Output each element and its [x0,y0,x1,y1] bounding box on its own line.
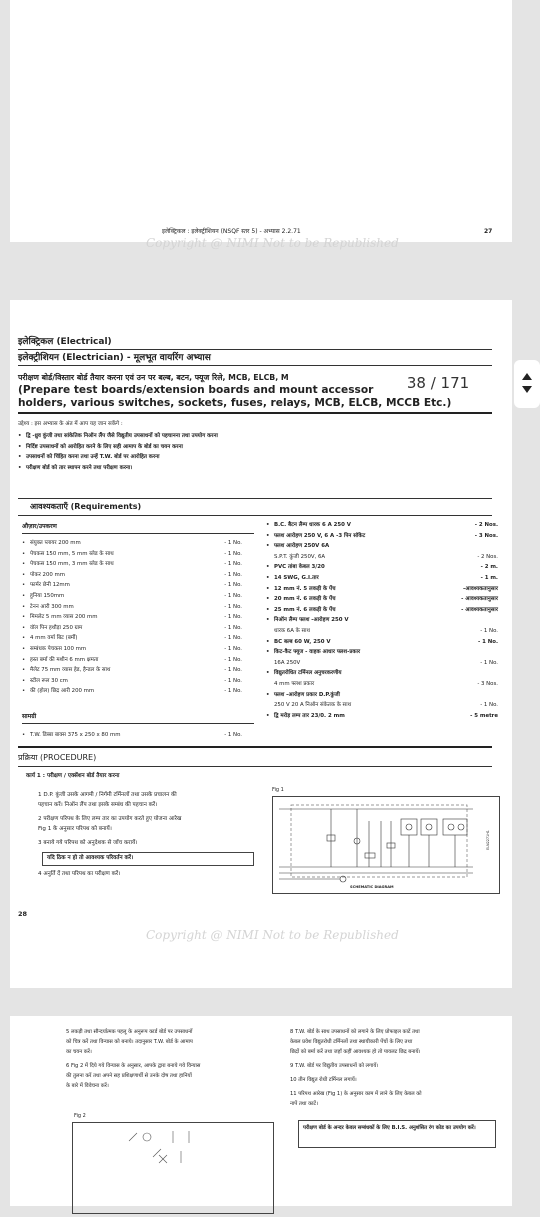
note-box [42,852,254,866]
step-line: 3 बनाये गये परिपथ को अनुदेशक से जाँच करायें। [38,840,138,846]
pdf-page-next [10,1016,512,1206]
material-item: • B.C. बैटन लैम्प धारक 6 A 250 V - 2 Nos. [266,522,498,528]
note-text: परीक्षण बोर्ड के अन्दर केवल सम्बंधकों के लिए B.I.S. अनुशंसित रंग कोड का उपयोग करें। [303,1125,476,1131]
material-item: • किट-कैट फ्यूज - वाहक आधार फ्लश-प्रकार [266,649,361,656]
tools-rule [22,533,254,534]
scroll-up-icon[interactable] [522,373,532,380]
step-line: केबल प्रवेश विद्युतरोधी टर्मिनलों तथा स्थायीकारी पेंचों के लिए तथा [290,1039,413,1045]
exercise-title-english-2: holders, various switches, sockets, fuses, relays, MCB, ELCB, MCCB Etc.) [18,397,452,409]
tool-item: • की (होल) छिद्र आरी 200 mm - 1 No. [22,688,242,695]
step-line: के बारे में विवेचना करें। [66,1083,109,1089]
subsection-title: इलेक्ट्रीशियन (Electrician) - मूलभूत वायरिंग अभ्यास [18,353,211,363]
material-item: S.P.T. कुंजी 250V, 6A - 2 Nos. [274,553,498,560]
step-line: को चित्र करें तथा विन्यास को बनाये। तदानुसार T.W. बोर्ड के आमाप [66,1039,193,1045]
step-line: पहचान करें। निऑन लैंप तथा इसके सम्बंध की पहचान करें। [38,802,158,808]
tools-list [22,538,242,697]
tool-item: • संयुक्त प्लायर 200 mm - 1 No. [22,540,242,546]
tool-item: • पेचकस 150 mm, 3 mm ब्लेड के साथ - 1 No. [22,561,242,568]
objectives-intro: उद्देश्य : इस अभ्यास के अंत में आप यह जान सकेंगे : [18,421,123,427]
step-line: 4 अनुर्ति दें तथा परिपथ का परीक्षण करें। [38,871,121,877]
tool-item: • पेचकस 150 mm, 5 mm ब्लेड के साथ - 1 No. [22,550,242,557]
schematic-diagram [272,796,500,894]
material-item: • फ्लश -आरोहण प्रकार D.P.कुंजी [266,691,340,698]
material-item: 4 mm फ्लश प्रकार - 3 Nos. [274,680,498,687]
material-item: • 12 mm नं. 5 लकड़ी के पेंच -आवश्यकतानुसार [266,585,498,592]
procedure-heading: प्रक्रिया (PROCEDURE) [18,753,97,762]
tool-item: • टेनन आरी 300 mm - 1 No. [22,603,242,610]
material-item: धारक 6A के साथ - 1 No. [274,627,498,634]
step-line: 8 T.W. बोर्ड के साथ उपसाधनों को लगाने के लिए प्रोफाइल काटें तथा [290,1029,420,1035]
note-text: यदि ठिक न हो तो आवश्यक परिवर्तन करें। [47,855,134,861]
title-bottom-rule [18,412,492,414]
material-item: • फ्लश आरोहण 250 V, 6 A -3 पिन सॉकेट - 3 Nos. [266,532,498,539]
step-line: का चयन करें। [66,1049,92,1055]
step-line: 9 T.W. बोर्ड पर विद्युतीय उपसाधनों को लगायें। [290,1063,379,1069]
materials-heading: सामग्री [22,713,37,720]
step-line: 1 D.P. कुंजी उसके आगमी / निर्गमी टर्मिनलों तथा उसके प्रचालन की [38,792,177,798]
materials-rule [22,723,254,724]
materials-list-right [266,520,498,721]
page-indicator: 38 / 171 [400,370,476,396]
exercise-title-hindi: परीक्षण बोर्ड/विस्तार बोर्ड तैयार करना एवं उन पर बल्ब, बटन, फ्यूज रिले, MCB, ELCB, M [18,373,289,382]
figure-label: Fig 2 [74,1113,86,1119]
objective-item: • उपसाधनों को चिंहित करना तथा उन्हें T.W. बोर्ड पर आरोहित करना [18,454,160,461]
step-line: Fig 1 के अनुसार परिपथ को बनायें। [38,826,112,832]
objective-item: • द्वि -ध्रुव कुंजी तथा सांकेतिक निऑन लैंप जैसे विद्युतीय उपसाधनों को पहचानना तथा उपयोग करना [18,433,218,439]
step-line: 10 तीन विद्युत रोधी टर्मिनल लगायें। [290,1077,357,1083]
tool-item: • मैलेट 75 mm व्यास हेड, हैन्डल के साथ - 1 No. [22,667,242,674]
schematic-drawing [273,797,499,893]
material-item: • 20 mm नं. 6 लकड़ी के पेंच - आवश्यकतानुसार [266,596,498,603]
figure-caption: SCHEMATIC DIAGRAM [350,885,394,889]
material-item: • निऑन लैम्प फ्लश -आरोहण 250 V [266,617,349,624]
page-scroll-control[interactable] [514,360,540,408]
figure-code: ELN2271H1 [486,830,490,850]
material-item: 250 V 20 A निऑन संकेतक के साथ - 1 No. [274,702,498,709]
pdf-page-current [10,300,512,988]
tool-item: • हस्त बर्मा की मशीन 6 mm क्षमता - 1 No. [22,656,242,663]
section-title: इलेक्ट्रिकल (Electrical) [18,337,112,347]
task-title: कार्य 1 : परीक्षण / एक्सेंशन बोर्ड तैयार करना [26,773,120,779]
tools-heading: औज़ार/उपकरण [22,523,57,530]
material-item: • फ्लश आरोहण 250V 6A [266,543,330,550]
material-item: • द्वि मरोड़ लम्प तार 23/0. 2 mm - 5 metre [266,712,498,719]
objectives-list [18,431,418,473]
title-rule [18,365,492,366]
material-item: • 14 SWG, G.I.तार - 1 m. [266,574,498,581]
material-item: • 25 mm नं. 6 लकड़ी के पेंच - आवश्यकतानुसार [266,606,498,613]
note-box [298,1120,496,1148]
step-line: 11 परिपथ आरेख (Fig 1) के अनुसार काम में लाने के लिए केबल को [290,1091,422,1097]
step-line: 5 लकड़ी तथा सौन्दर्यात्मक पहलू के अनुरूप कार्ड बोर्ड पर उपसाधनों [66,1029,193,1035]
step-line: की तुलना करें तथा अपने सह प्रशिक्षणार्थी से उनके दोष तथा हानियों [66,1073,192,1079]
material-item: • BC बल्ब 60 W, 250 V - 1 No. [266,638,498,645]
requirements-heading: आवश्यकताएँ (Requirements) [30,502,142,511]
tool-item: • स्टील रूल 30 cm - 1 No. [22,677,242,684]
page-number: 27 [484,228,493,235]
step-line: छिद्रों को बर्मा करें तथा जहाँ कहीं आवश्यक हो तो पायलट छिद्र बनायें। [290,1049,421,1055]
tool-item: • फार्मर छेनी 12mm - 1 No. [22,582,242,589]
objective-item: • परीक्षण बोर्ड को तार स्थापन करने तथा परीक्षण करना। [18,464,133,471]
material-item: • PVC तांबा केबल 3/20 - 2 m. [266,564,498,571]
objective-item: • निर्दिष्ट उपसाधनों को आरोहित करने के लिए सही आमाप के बोर्ड का चयन करना [18,443,183,450]
watermark: Copyright @ NIMI Not to be Republished [146,236,399,250]
tool-item: • हुनिया 150mm - 1 No. [22,592,242,599]
tool-item: • पोकर 200 mm - 1 No. [22,571,242,578]
step-line: 6 Fig 2 में दिये गये विन्यास के अनुसार, आपके द्वारा बनाये गये विन्यास [66,1063,201,1069]
materials-list-left [22,730,242,741]
pdf-page-previous [10,0,512,250]
tool-item: • 4 mm वर्मा बिट (बर्मी) - 1 No. [22,635,242,642]
requirements-bottom-rule [18,746,492,748]
step-line: 2 परीक्षण परिपथ के लिए लम्प तार का उपयोग करते हुए योजना आरेख [38,816,182,822]
procedure-rule [18,766,492,767]
tool-item: • वॉल पिन हथौड़ा 250 ग्राम - 1 No. [22,624,242,631]
figure-label: Fig 1 [272,787,284,793]
exercise-title-english-1: (Prepare test boards/extension boards and mount accessor [18,384,374,396]
header-rule [18,349,492,350]
layout-drawing [73,1123,273,1213]
material-item: • विद्युतरोधित टर्मिनल अनुचरकरणीय [266,670,342,677]
watermark: Copyright @ NIMI Not to be Republished [146,928,399,942]
scroll-down-icon[interactable] [522,386,532,393]
tool-item: • मिमलेट 5 mm व्यास 200 mm - 1 No. [22,614,242,621]
material-item: 16A 250V - 1 No. [274,659,498,666]
running-head: इलेक्ट्रिकल : इलेक्ट्रीशियन (NSQF स्तर 5) - अभ्यास 2.2.71 [162,228,301,235]
step-line: नापें तथा काटें। [290,1101,318,1107]
material-item: • T.W. डिब्बा बाक्स 375 x 250 x 80 mm - 1 No. [22,732,242,738]
layout-figure [72,1122,274,1214]
tool-item: • सम्बंधक पेचकस 100 mm - 1 No. [22,645,242,652]
page-number: 28 [18,910,28,918]
requirements-heading-bar [18,498,492,516]
